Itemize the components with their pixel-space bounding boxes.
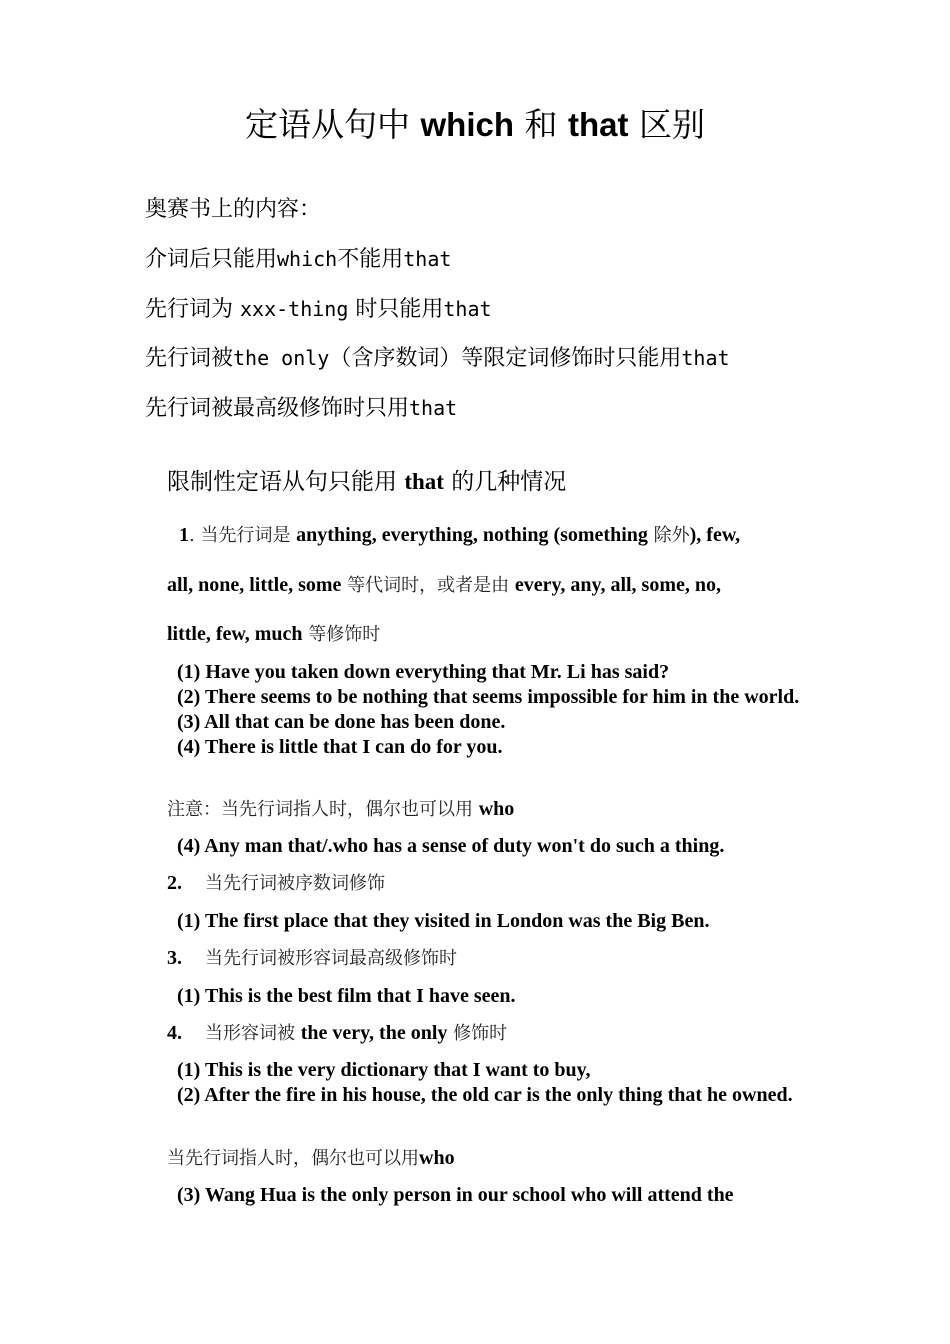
note-keyword: who [419,1147,455,1169]
section-keyword: that [404,469,444,494]
case-number: 3. [167,947,182,969]
case-2-line [167,870,385,897]
title-that: that [568,106,629,143]
example-sentence: (1) The first place that they visited in London was the Big Ben. [177,910,710,932]
case-1-line [167,572,721,599]
case-number: 2. [167,872,182,894]
example-sentence: (4) Any man that/.who has a sense of duty won't do such a thing. [177,835,725,857]
case-text: 当形容词被 [205,1023,301,1044]
case-text: . 当先行词是 [189,525,297,546]
example-block [167,660,817,760]
example-block [167,1058,817,1108]
case-text: 等代词时，或者是由 [341,575,515,596]
title-which: which [420,106,515,143]
rule-code: that [681,346,730,370]
example-sentence: (1) Have you taken down everything that Mr. Li has said? [177,661,670,683]
rule-code: the only [233,346,330,370]
case-text: 除外 [647,525,690,546]
rule-text: 不能用 [337,247,404,272]
rule-text: 时只能用 [348,297,444,322]
note-text: 注意：当先行词指人时，偶尔也可以用 [167,799,479,820]
notes-heading: 奥赛书上的内容： [145,197,322,222]
example-sentence: (2) There seems to be nothing that seems impossible for him in the world. [177,686,800,708]
example-sentence: (1) This is the very dictionary that I want to buy, [177,1059,591,1081]
case-keywords: anything, everything, nothing (something [296,524,648,546]
case-keywords: the very, the only [300,1022,448,1044]
note-text: 当先行词指人时，偶尔也可以用 [167,1148,419,1169]
example-sentence: (4) There is little that I can do for you. [177,736,503,758]
rule-text: （含序数词）等限定词修饰时只能用 [329,346,682,371]
example-block [167,1183,817,1208]
title-text: 和 [514,105,568,144]
rule-code: that [403,247,452,271]
case-number: 4. [167,1022,182,1044]
case-text: 当先行词被形容词最高级修饰时 [205,948,457,969]
case-4-line [167,1020,507,1047]
page-title [0,103,950,147]
case-keywords: ), few, [689,524,741,546]
case-3-line [167,945,457,972]
title-text: 定语从句中 [245,105,421,144]
section-text: 的几种情况 [443,469,567,495]
case-1-line [167,621,380,648]
example-sentence: (2) After the fire in his house, the old car is the only thing that he owned. [177,1084,793,1106]
case-text: 等修饰时 [302,624,381,645]
note-line [167,796,514,823]
case-text: 修饰时 [447,1023,508,1044]
rule-line [145,393,457,424]
rule-line [145,343,730,374]
rule-code: that [409,396,458,420]
example-block [167,984,817,1009]
rule-line [145,294,492,325]
rule-text: 先行词被 [145,346,234,371]
case-text: 当先行词被序数词修饰 [205,873,385,894]
rule-code: xxx-thing [240,297,349,321]
case-keywords: every, any, all, some, no, [514,574,721,596]
case-1-line [179,522,740,549]
rule-code: that [443,297,492,321]
title-text: 区别 [628,105,705,144]
case-keywords: little, few, much [167,623,303,645]
rule-code: which [277,247,338,271]
rule-text: 先行词为 [145,297,240,322]
note-keyword: who [478,798,515,820]
example-sentence: (1) This is the best film that I have seen. [177,985,516,1007]
example-sentence: (3) All that can be done has been done. [177,711,506,733]
rule-text: 介词后只能用 [145,247,278,272]
case-number: 1 [179,524,189,546]
example-block [167,834,817,859]
rule-line [145,244,451,275]
example-sentence: (3) Wang Hua is the only person in our school who will attend the [177,1184,734,1206]
note-line [167,1145,455,1172]
rule-text: 先行词被最高级修饰时只用 [145,396,410,421]
example-block [167,909,817,934]
section-heading [167,466,566,498]
section-text: 限制性定语从句只能用 [167,469,405,495]
case-keywords: all, none, little, some [167,574,342,596]
